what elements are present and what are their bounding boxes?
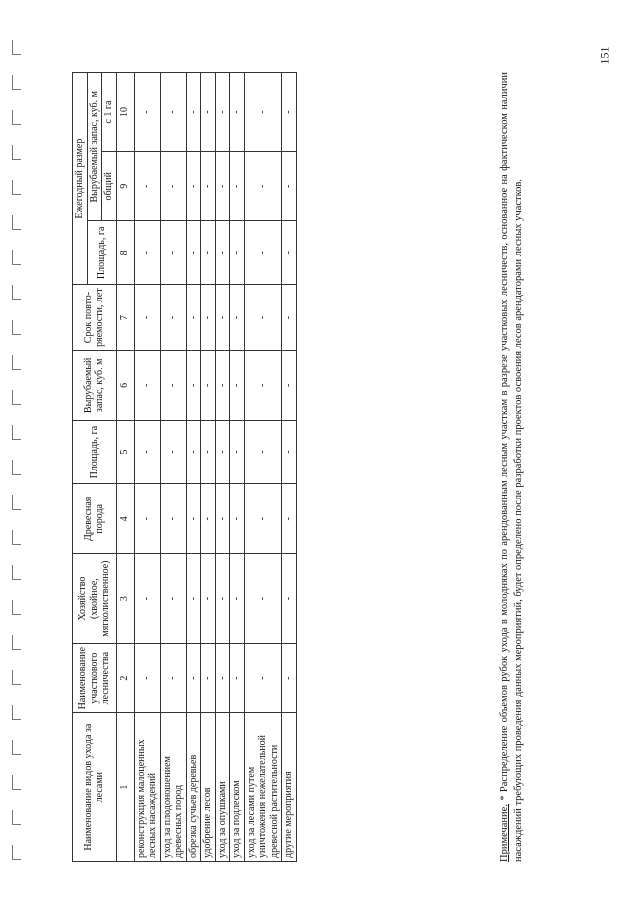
value-cell: - bbox=[160, 484, 186, 554]
binding-mark bbox=[12, 390, 21, 405]
column-number-cell: 2 bbox=[116, 644, 134, 713]
binding-mark bbox=[12, 425, 21, 440]
value-cell: - bbox=[282, 554, 297, 644]
column-number-cell: 7 bbox=[116, 285, 134, 351]
header-forestry: Наименование участкового лесничества bbox=[73, 644, 117, 713]
table-row bbox=[201, 73, 216, 862]
value-cell: - bbox=[186, 554, 201, 644]
value-cell: - bbox=[244, 285, 282, 351]
binding-marks bbox=[0, 0, 40, 905]
value-cell: - bbox=[282, 152, 297, 221]
binding-mark bbox=[12, 355, 21, 370]
value-cell: - bbox=[134, 221, 160, 285]
footnote bbox=[498, 72, 527, 862]
table-row bbox=[230, 73, 245, 862]
value-cell: - bbox=[230, 221, 245, 285]
value-cell: - bbox=[160, 152, 186, 221]
value-cell: - bbox=[230, 152, 245, 221]
table-row bbox=[215, 73, 230, 862]
binding-mark bbox=[12, 600, 21, 615]
activity-name-cell: уход за опушками bbox=[215, 713, 230, 862]
value-cell: - bbox=[160, 420, 186, 484]
value-cell: - bbox=[215, 152, 230, 221]
binding-mark bbox=[12, 565, 21, 580]
rotated-page-content bbox=[72, 72, 557, 862]
value-cell: - bbox=[230, 484, 245, 554]
binding-mark bbox=[12, 775, 21, 790]
header-annual-per-ha: с 1 га bbox=[102, 73, 117, 152]
value-cell: - bbox=[160, 644, 186, 713]
table-row bbox=[244, 73, 282, 862]
value-cell: - bbox=[186, 350, 201, 420]
value-cell: - bbox=[201, 152, 216, 221]
binding-mark bbox=[12, 810, 21, 825]
value-cell: - bbox=[160, 221, 186, 285]
binding-mark bbox=[12, 250, 21, 265]
column-number-cell: 8 bbox=[116, 221, 134, 285]
value-cell: - bbox=[186, 484, 201, 554]
binding-mark bbox=[12, 495, 21, 510]
value-cell: - bbox=[282, 73, 297, 152]
value-cell: - bbox=[282, 285, 297, 351]
value-cell: - bbox=[201, 484, 216, 554]
value-cell: - bbox=[160, 73, 186, 152]
value-cell: - bbox=[282, 644, 297, 713]
value-cell: - bbox=[244, 420, 282, 484]
value-cell: - bbox=[160, 554, 186, 644]
value-cell: - bbox=[230, 285, 245, 351]
value-cell: - bbox=[244, 484, 282, 554]
table-row bbox=[160, 73, 186, 862]
table-row bbox=[282, 73, 297, 862]
header-activity-type: Наименование видов ухода за лесами bbox=[73, 713, 117, 862]
binding-mark bbox=[12, 145, 21, 160]
table-row bbox=[134, 73, 160, 862]
value-cell: - bbox=[134, 350, 160, 420]
value-cell: - bbox=[134, 644, 160, 713]
header-species: Древесная порода bbox=[73, 484, 117, 554]
header-annual-size: Ежегодный размер bbox=[73, 73, 88, 285]
binding-mark bbox=[12, 180, 21, 195]
binding-mark bbox=[12, 110, 21, 125]
value-cell: - bbox=[282, 221, 297, 285]
column-number-cell: 4 bbox=[116, 484, 134, 554]
activity-name-cell: уход за лесами путем уничтожения нежелательной древесной растительности bbox=[244, 713, 282, 862]
binding-mark bbox=[12, 285, 21, 300]
binding-mark bbox=[12, 40, 21, 55]
value-cell: - bbox=[282, 420, 297, 484]
activity-name-cell: уход за подлеском bbox=[230, 713, 245, 862]
footnote-label: Примечание. bbox=[498, 804, 510, 862]
binding-mark bbox=[12, 635, 21, 650]
column-number-cell: 10 bbox=[116, 73, 134, 152]
value-cell: - bbox=[186, 73, 201, 152]
value-cell: - bbox=[160, 285, 186, 351]
binding-mark bbox=[12, 670, 21, 685]
value-cell: - bbox=[186, 152, 201, 221]
activity-name-cell: обрезка сучьев деревьев bbox=[186, 713, 201, 862]
header-stock: Вырубаемый запас, куб. м bbox=[73, 350, 117, 420]
value-cell: - bbox=[215, 221, 230, 285]
column-number-row bbox=[116, 73, 134, 862]
binding-mark bbox=[12, 740, 21, 755]
value-cell: - bbox=[244, 644, 282, 713]
value-cell: - bbox=[186, 285, 201, 351]
column-number-cell: 6 bbox=[116, 350, 134, 420]
activity-name-cell: уход за плодоношением древесных пород bbox=[160, 713, 186, 862]
value-cell: - bbox=[230, 73, 245, 152]
value-cell: - bbox=[186, 221, 201, 285]
value-cell: - bbox=[201, 554, 216, 644]
activity-name-cell: реконструкция малоценных лесных насаждений bbox=[134, 713, 160, 862]
value-cell: - bbox=[230, 554, 245, 644]
value-cell: - bbox=[215, 285, 230, 351]
value-cell: - bbox=[244, 73, 282, 152]
binding-mark bbox=[12, 320, 21, 335]
footnote-text: * Распределение объемов рубок ухода в молодняках по арендованным лесным участкам в разрезе участковых лесничеств, основанное на фактическом наличии насаждений требующих проведения данных мероприятий, будет определено после разработки проектов освоения лесов арендаторами лесных участков. bbox=[498, 72, 524, 862]
activity-name-cell: другие мероприятия bbox=[282, 713, 297, 862]
header-annual-stock: Вырубаемый запас, куб. м bbox=[87, 73, 102, 222]
value-cell: - bbox=[215, 554, 230, 644]
binding-mark bbox=[12, 75, 21, 90]
value-cell: - bbox=[186, 420, 201, 484]
value-cell: - bbox=[134, 484, 160, 554]
value-cell: - bbox=[215, 420, 230, 484]
value-cell: - bbox=[134, 73, 160, 152]
column-number-cell: 1 bbox=[116, 713, 134, 862]
column-number-cell: 5 bbox=[116, 420, 134, 484]
value-cell: - bbox=[244, 152, 282, 221]
value-cell: - bbox=[134, 285, 160, 351]
value-cell: - bbox=[201, 221, 216, 285]
binding-mark bbox=[12, 215, 21, 230]
binding-mark bbox=[12, 705, 21, 720]
value-cell: - bbox=[244, 221, 282, 285]
header-area: Площадь, га bbox=[73, 420, 117, 484]
value-cell: - bbox=[244, 350, 282, 420]
binding-mark bbox=[12, 845, 21, 860]
value-cell: - bbox=[215, 350, 230, 420]
value-cell: - bbox=[230, 420, 245, 484]
header-annual-total: общий bbox=[102, 152, 117, 221]
page-number: 151 bbox=[597, 46, 612, 65]
header-annual-area: Площадь, га bbox=[87, 221, 116, 285]
value-cell: - bbox=[201, 644, 216, 713]
value-cell: - bbox=[201, 73, 216, 152]
value-cell: - bbox=[201, 285, 216, 351]
activity-name-cell: удобрение лесов bbox=[201, 713, 216, 862]
header-repeat-period: Срок повто-ряемости, лет bbox=[73, 285, 117, 351]
value-cell: - bbox=[244, 554, 282, 644]
value-cell: - bbox=[201, 350, 216, 420]
value-cell: - bbox=[160, 350, 186, 420]
value-cell: - bbox=[215, 484, 230, 554]
header-economy: Хозяйство (хвойное, мягколиственное) bbox=[73, 554, 117, 644]
table-row bbox=[186, 73, 201, 862]
value-cell: - bbox=[230, 350, 245, 420]
value-cell: - bbox=[230, 644, 245, 713]
value-cell: - bbox=[186, 644, 201, 713]
column-number-cell: 9 bbox=[116, 152, 134, 221]
value-cell: - bbox=[134, 152, 160, 221]
value-cell: - bbox=[282, 350, 297, 420]
value-cell: - bbox=[215, 644, 230, 713]
binding-mark bbox=[12, 530, 21, 545]
binding-mark bbox=[12, 460, 21, 475]
value-cell: - bbox=[215, 73, 230, 152]
value-cell: - bbox=[201, 420, 216, 484]
column-number-cell: 3 bbox=[116, 554, 134, 644]
value-cell: - bbox=[282, 484, 297, 554]
forest-care-table bbox=[72, 72, 297, 862]
value-cell: - bbox=[134, 420, 160, 484]
value-cell: - bbox=[134, 554, 160, 644]
